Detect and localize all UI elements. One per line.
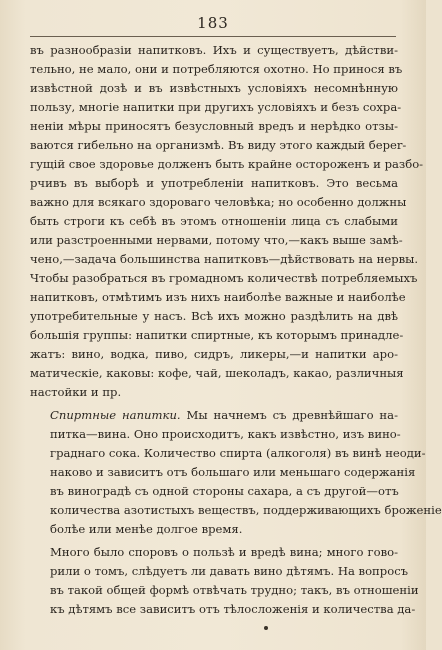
page-body (30, 41, 442, 619)
text-line (30, 345, 398, 364)
text-line (30, 174, 398, 193)
text-line (30, 581, 419, 600)
paragraph-spirit-drinks (30, 406, 442, 539)
text-line (30, 60, 403, 79)
header-rule (30, 36, 396, 37)
text-line (30, 155, 424, 174)
text-line (30, 406, 398, 425)
line-text: Много было споровъ о пользѣ и вредѣ вина; много гово- (50, 545, 398, 559)
line-text: напитковъ, отмѣтимъ изъ нихъ наиболѣе важные и наиболѣе (30, 290, 406, 304)
line-text: наково и зависитъ отъ большаго или меньшаго содержанія (50, 465, 416, 479)
line-text: извѣстной дозѣ и въ извѣстныхъ условіяхъ несомнѣнную (30, 81, 398, 95)
line-text: или разстроенными нервами, потому что,—какъ выше замѣ- (30, 233, 403, 247)
line-text: важно для всякаго здороваго человѣка; но особенно должны (30, 195, 407, 209)
text-line (30, 425, 401, 444)
line-text: въ такой общей формѣ отвѣчать трудно; такъ, въ отношеніи (50, 583, 419, 597)
text-line (30, 288, 406, 307)
text-line (30, 501, 442, 520)
text-line (30, 117, 398, 136)
text-line (30, 463, 416, 482)
line-text: въ разнообразіи напитковъ. Ихъ и существуетъ, дѣйстви- (30, 43, 398, 57)
line-text: неніи мѣры приносятъ безусловный вредъ и нерѣдко отзы- (30, 119, 398, 133)
section-heading-italic: Спиртные напитки. (50, 408, 181, 422)
paragraph-wine-debate (30, 543, 419, 619)
text-line (30, 482, 398, 501)
line-text: гущій свое здоровье долженъ быть крайне остороженъ и разбо- (30, 157, 424, 171)
text-line (30, 136, 407, 155)
text-line (30, 269, 418, 288)
paragraph-intro (30, 41, 424, 402)
line-text: тельно, не мало, они и потребляются охотно. Но принося въ (30, 62, 403, 76)
line-text: ваются гибельно на организмѣ. Въ виду этого каждый береr- (30, 138, 407, 152)
text-line (30, 79, 398, 98)
line-text: питка—вина. Оно происходитъ, какъ извѣстно, изъ вино- (50, 427, 401, 441)
text-line (30, 98, 402, 117)
line-text: жатъ: вино, водка, пиво, сидръ, ликеры,—и напитки аро- (30, 347, 398, 361)
text-line (30, 307, 398, 326)
line-text: рили о томъ, слѣдуетъ ли давать вино дѣтямъ. На вопросъ (50, 564, 409, 578)
page-number: 183 (197, 14, 229, 32)
line-text: настойки и пр. (30, 385, 122, 399)
line-text: болѣе или менѣе долгое время. (50, 522, 243, 536)
line-text: пользу, многіе напитки при другихъ условіяхъ и безъ сохра- (30, 100, 402, 114)
line-text: употребительные у насъ. Всѣ ихъ можно раздѣлить на двѣ (30, 309, 398, 323)
line-text: матическіе, каковы: кофе, чай, шеколадъ, какао, различныя (30, 366, 404, 380)
text-line (30, 193, 407, 212)
line-text: чено,—задача большинства напитковъ—дѣйствовать на нервы. (30, 252, 419, 266)
text-line (30, 231, 403, 250)
text-line (30, 41, 398, 60)
line-text: Чтобы разобраться въ громадномъ количествѣ потребляемыхъ (30, 271, 418, 285)
text-line (30, 520, 398, 539)
signature-mark (264, 626, 268, 630)
text-line (30, 562, 409, 581)
line-text: граднаго сока. Количество спирта (алкоголя) въ винѣ неоди- (50, 446, 426, 460)
line-text: рчивъ въ выборѣ и употребленіи напитковъ. Это весьма (30, 176, 398, 190)
line-text: къ дѣтямъ все зависитъ отъ тѣлосложенія и количества да- (50, 602, 416, 616)
text-line (30, 444, 426, 463)
line-text: быть строги къ себѣ въ этомъ отношеніи лица съ слабыми (30, 214, 398, 228)
text-line (30, 250, 419, 269)
line-text: въ виноградѣ съ одной стороны сахара, а съ другой—отъ (50, 484, 399, 498)
text-line (30, 364, 404, 383)
text-line (30, 543, 398, 562)
text-line (30, 326, 404, 345)
text-line (30, 383, 398, 402)
text-line (30, 212, 398, 231)
line-text: большія группы: напитки спиртные, къ которымъ принадле- (30, 328, 404, 342)
line-text: Мы начнемъ съ древнѣйшаго на- (180, 408, 398, 422)
text-line (30, 600, 416, 619)
line-text: количества азотистыхъ веществъ, поддерживающихъ броженіе (50, 503, 442, 517)
